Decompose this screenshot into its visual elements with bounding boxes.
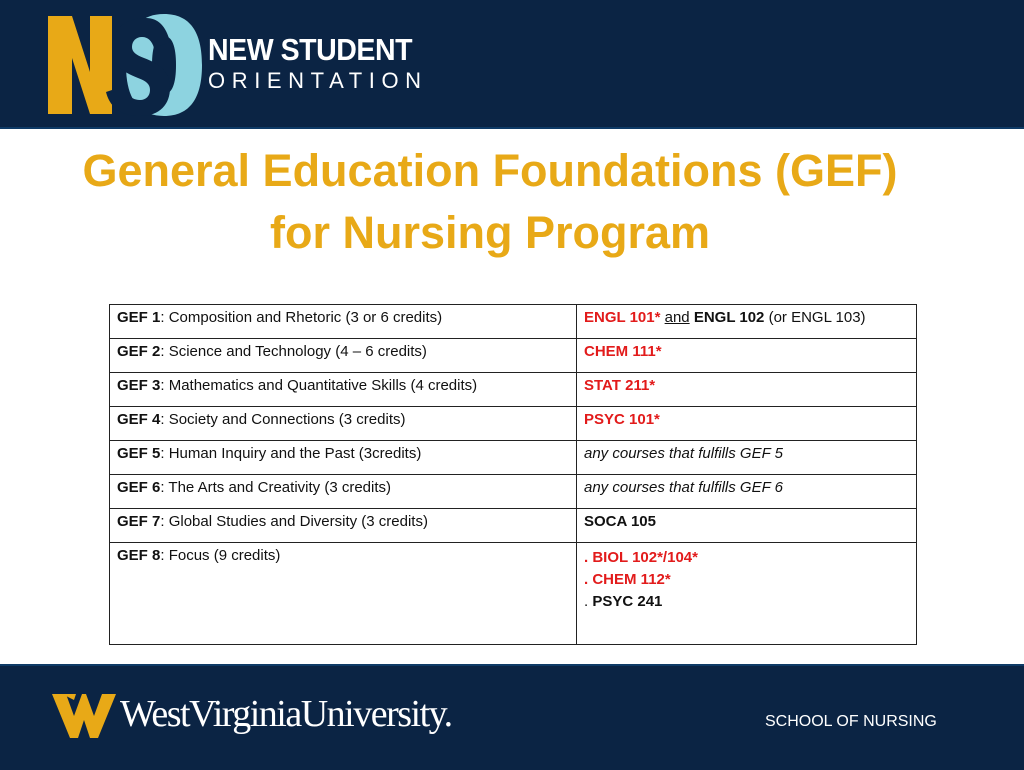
gef-requirement-cell bbox=[577, 441, 917, 475]
gef-requirement-cell bbox=[577, 339, 917, 373]
gef-table bbox=[109, 304, 917, 645]
focus-course-line bbox=[584, 591, 909, 613]
brand-text bbox=[208, 34, 430, 94]
requirement-text: ENGL 101* bbox=[584, 309, 661, 326]
wvu-flying-wv-logo bbox=[52, 690, 116, 742]
focus-course: BIOL 102*/104* bbox=[592, 549, 698, 566]
gef-category-cell bbox=[110, 373, 577, 407]
requirement-text: any courses that fulfills GEF 6 bbox=[584, 479, 783, 496]
gef-description: : Human Inquiry and the Past (3credits) bbox=[160, 445, 422, 462]
gef-code: GEF 6 bbox=[117, 479, 161, 496]
gef-description: : Society and Connections (3 credits) bbox=[160, 411, 406, 428]
gef-description: : Composition and Rhetoric (3 or 6 credits) bbox=[160, 309, 443, 326]
gef-category-cell bbox=[110, 407, 577, 441]
brand-line1: NEW STUDENT bbox=[208, 32, 413, 67]
gef-category-cell bbox=[110, 509, 577, 543]
title-line2: for Nursing Program bbox=[269, 207, 711, 258]
focus-course-line bbox=[584, 569, 909, 591]
gef-description: : Mathematics and Quantitative Skills (4 credits) bbox=[160, 377, 478, 394]
focus-course-line bbox=[584, 547, 909, 569]
table-row bbox=[110, 441, 917, 475]
header-band bbox=[0, 0, 1024, 129]
brand-line2: ORIENTATION bbox=[208, 68, 428, 93]
table-row bbox=[110, 373, 917, 407]
footer-band bbox=[0, 664, 1024, 770]
gef-requirement-cell bbox=[577, 509, 917, 543]
gef-requirement-cell bbox=[577, 305, 917, 339]
bullet: . bbox=[584, 549, 593, 566]
title-line1: General Education Foundations (GEF) bbox=[82, 145, 898, 196]
requirement-text: ENGL 102 bbox=[693, 309, 765, 326]
school-name: SCHOOL OF NURSING bbox=[765, 713, 937, 730]
gef-code: GEF 1 bbox=[117, 309, 161, 326]
requirement-text: SOCA 105 bbox=[584, 513, 656, 530]
requirement-text: (or ENGL 103) bbox=[764, 309, 866, 326]
table-row bbox=[110, 509, 917, 543]
gef-code: GEF 3 bbox=[117, 377, 161, 394]
gef-code: GEF 4 bbox=[117, 411, 161, 428]
table-row bbox=[110, 305, 917, 339]
gef-requirement-cell bbox=[577, 407, 917, 441]
gef-category-cell bbox=[110, 305, 577, 339]
requirement-text: CHEM 111* bbox=[584, 343, 662, 360]
focus-course: CHEM 112* bbox=[592, 571, 671, 588]
bullet: . bbox=[584, 571, 593, 588]
gef-description: : The Arts and Creativity (3 credits) bbox=[160, 479, 391, 496]
requirement-text: PSYC 101* bbox=[584, 411, 660, 428]
gef-category-cell bbox=[110, 543, 577, 645]
gef-code: GEF 7 bbox=[117, 513, 161, 530]
gef-description: : Global Studies and Diversity (3 credits) bbox=[160, 513, 428, 530]
requirement-text: any courses that fulfills GEF 5 bbox=[584, 445, 783, 462]
gef-requirement-cell bbox=[577, 373, 917, 407]
gef-description: : Focus (9 credits) bbox=[160, 547, 281, 564]
requirement-text: STAT 211* bbox=[584, 377, 656, 394]
bullet: . bbox=[584, 593, 593, 610]
requirement-text: and bbox=[664, 309, 690, 326]
gef-requirement-cell bbox=[577, 543, 917, 645]
focus-course: PSYC 241 bbox=[592, 593, 663, 610]
gef-code: GEF 8 bbox=[117, 547, 161, 564]
gef-category-cell bbox=[110, 475, 577, 509]
nso-logo bbox=[46, 12, 206, 118]
table-row bbox=[110, 475, 917, 509]
page-title bbox=[0, 140, 980, 264]
university-name: WestVirginiaUniversity. bbox=[120, 693, 452, 735]
gef-description: : Science and Technology (4 – 6 credits) bbox=[160, 343, 427, 360]
gef-category-cell bbox=[110, 441, 577, 475]
table-row bbox=[110, 543, 917, 645]
table-row bbox=[110, 339, 917, 373]
gef-requirement-cell bbox=[577, 475, 917, 509]
table-row bbox=[110, 407, 917, 441]
gef-code: GEF 2 bbox=[117, 343, 161, 360]
gef-code: GEF 5 bbox=[117, 445, 161, 462]
gef-category-cell bbox=[110, 339, 577, 373]
